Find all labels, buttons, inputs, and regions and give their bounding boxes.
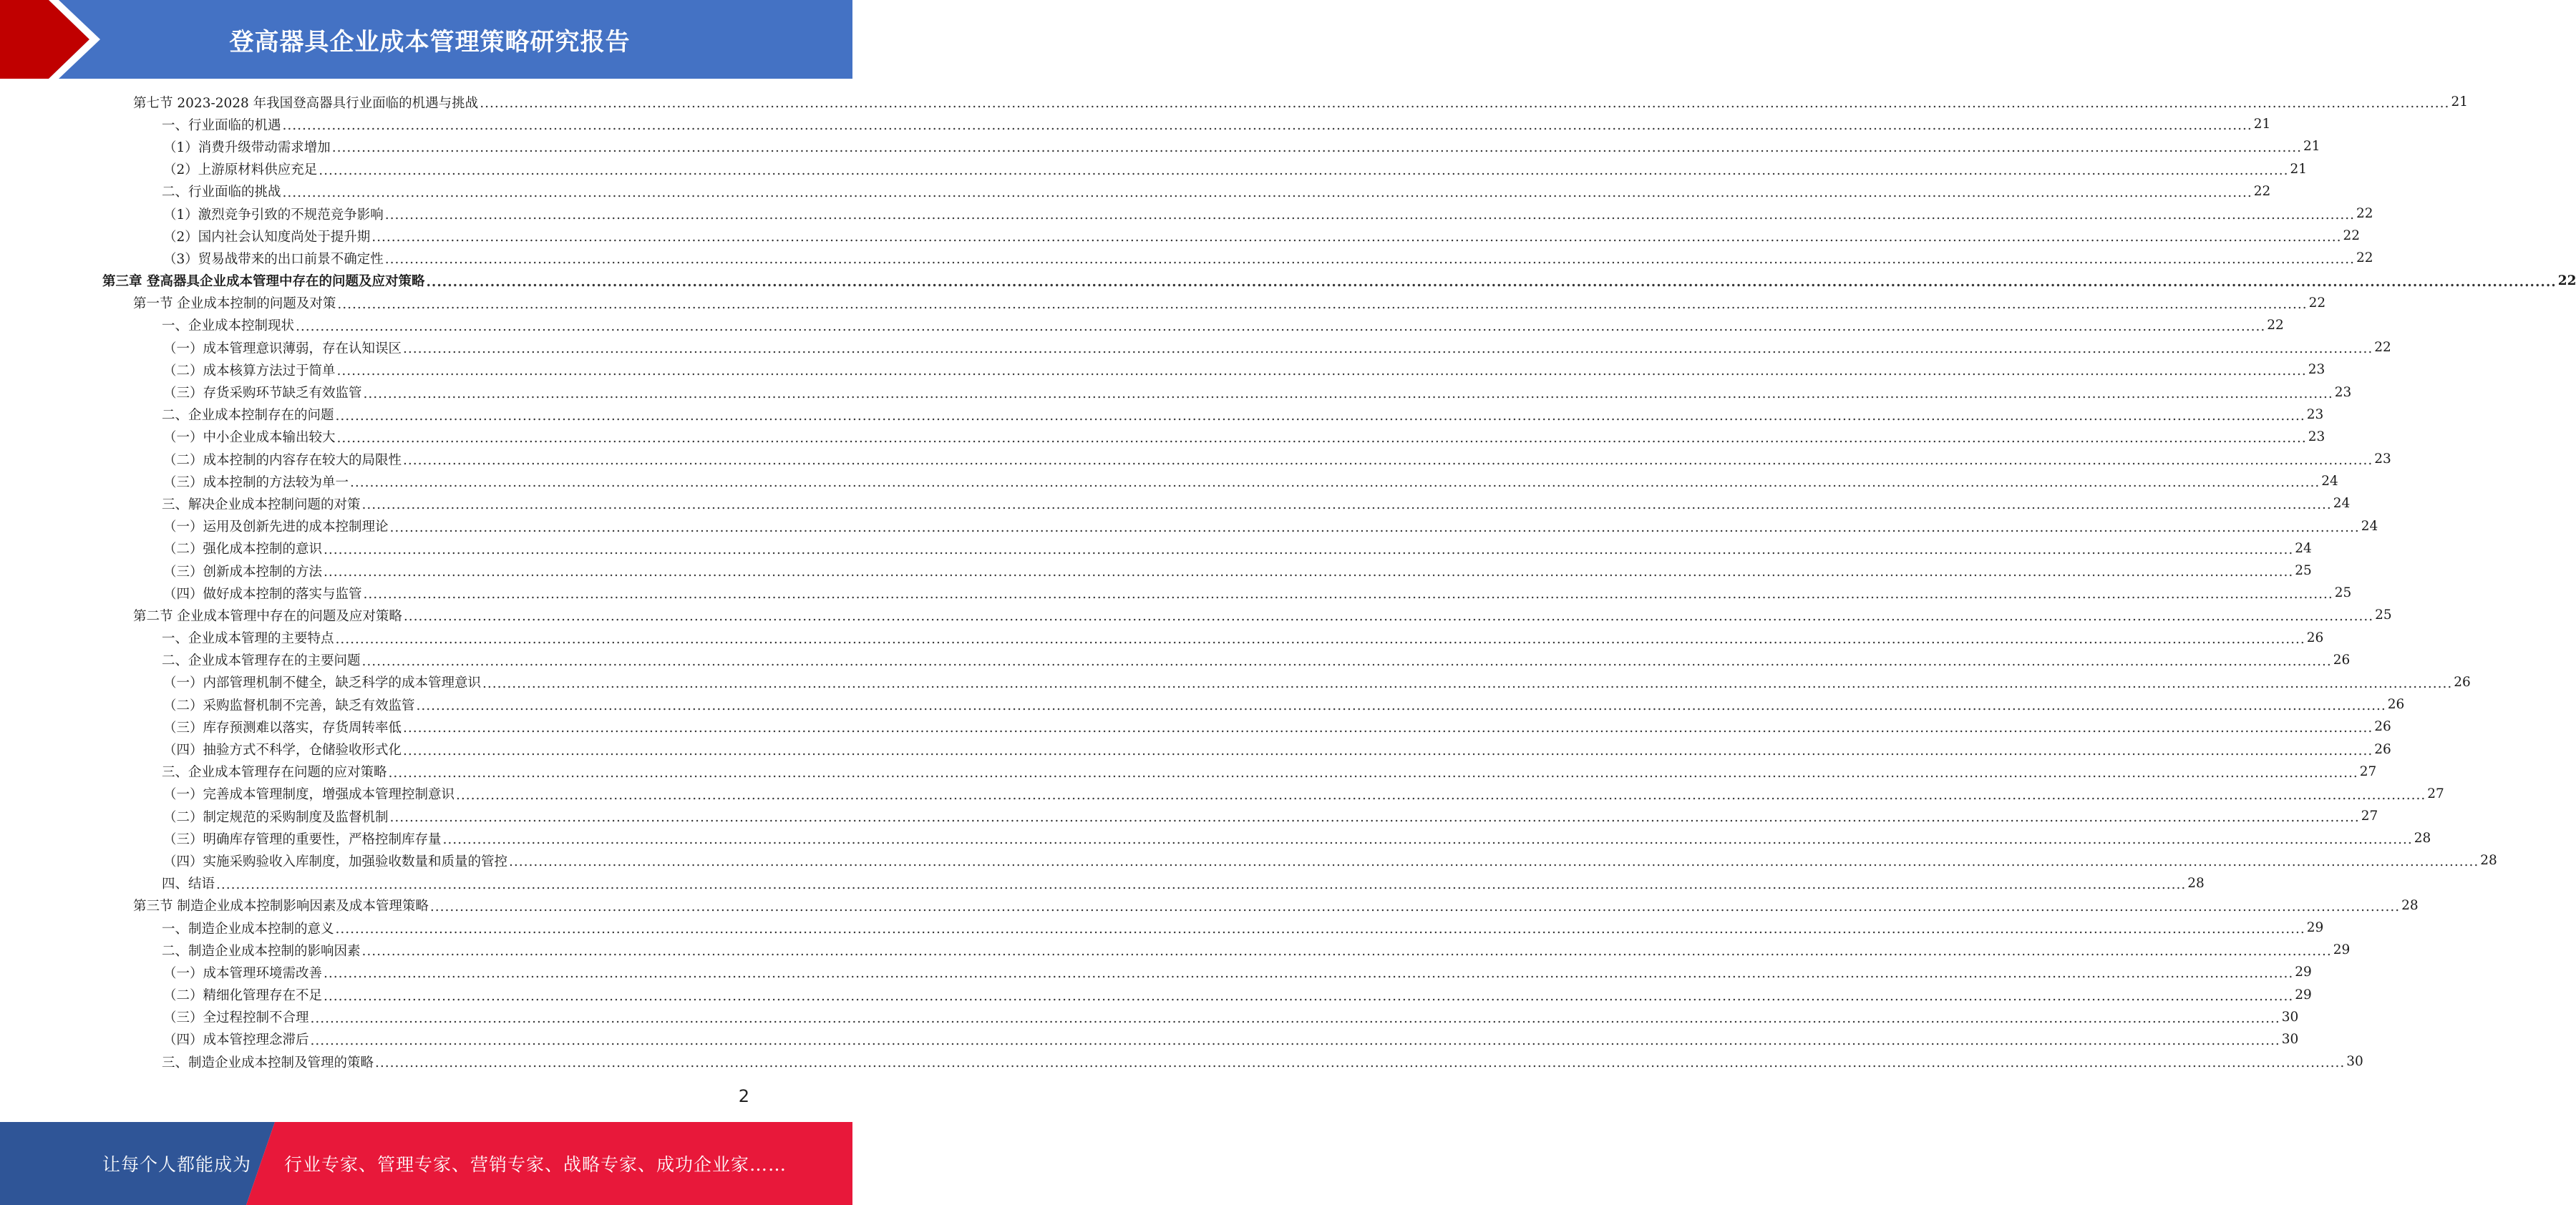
toc-leader-dots: ................................................................................................................................................................................................................................................................................................................................................................................................................ <box>296 318 2266 334</box>
toc-leader-dots: ................................................................................................................................................................................................................................................................................................................................................................................................................ <box>482 675 2453 691</box>
toc-entry[interactable] <box>0 91 2468 113</box>
toc-entry-page: 24 <box>2333 496 2351 512</box>
toc-entry-title: 一、制造企业成本控制的意义 <box>162 921 334 937</box>
toc-leader-dots: ................................................................................................................................................................................................................................................................................................................................................................................................................ <box>335 631 2305 647</box>
toc-entry[interactable] <box>0 693 2405 716</box>
toc-entry-page: 30 <box>2346 1054 2363 1070</box>
toc-entry-title: （一）完善成本管理制度，增强成本管理控制意识 <box>163 787 455 803</box>
toc-entry-page: 22 <box>2308 295 2326 311</box>
toc-leader-dots: ................................................................................................................................................................................................................................................................................................................................................................................................................ <box>403 609 2374 625</box>
toc-entry[interactable] <box>0 783 2444 805</box>
toc-leader-dots: ................................................................................................................................................................................................................................................................................................................................................................................................................ <box>361 653 2332 669</box>
toc-entry-page: 21 <box>2253 117 2271 132</box>
toc-entry[interactable] <box>0 716 2391 738</box>
toc-entry-title: （2）上游原材料供应充足 <box>163 162 318 178</box>
toc-leader-dots: ................................................................................................................................................................................................................................................................................................................................................................................................................ <box>403 721 2373 736</box>
toc-entry[interactable] <box>0 1050 2363 1073</box>
toc-leader-dots: ................................................................................................................................................................................................................................................................................................................................................................................................................ <box>456 787 2426 803</box>
toc-entry-title: （四）做好成本控制的落实与监管 <box>163 586 362 602</box>
toc-entry-page: 21 <box>2290 161 2308 177</box>
toc-entry[interactable] <box>0 358 2325 381</box>
toc-leader-dots: ................................................................................................................................................................................................................................................................................................................................................................................................................ <box>337 296 2308 312</box>
toc-leader-dots: ................................................................................................................................................................................................................................................................................................................................................................................................................ <box>331 140 2303 156</box>
toc-entry[interactable] <box>0 292 2326 314</box>
toc-entry-page: 23 <box>2308 362 2325 378</box>
toc-leader-dots: ................................................................................................................................................................................................................................................................................................................................................................................................................ <box>426 274 2557 290</box>
toc-leader-dots: ................................................................................................................................................................................................................................................................................................................................................................................................................ <box>403 453 2373 469</box>
toc-leader-dots: ................................................................................................................................................................................................................................................................................................................................................................................................................ <box>324 966 2294 982</box>
toc-entry-page: 21 <box>2451 94 2468 110</box>
toc-entry-title: （四）实施采购验收入库制度，加强验收数量和质量的管控 <box>163 854 508 869</box>
toc-leader-dots: ................................................................................................................................................................................................................................................................................................................................................................................................................ <box>216 877 2187 892</box>
toc-entry-title: （3）贸易战带来的出口前景不确定性 <box>163 251 384 267</box>
toc-entry-page: 26 <box>2374 719 2391 735</box>
toc-leader-dots: ................................................................................................................................................................................................................................................................................................................................................................................................................ <box>384 252 2356 268</box>
toc-leader-dots: ................................................................................................................................................................................................................................................................................................................................................................................................................ <box>336 364 2307 379</box>
toc-entry-page: 22 <box>2356 250 2373 266</box>
toc-entry[interactable] <box>0 448 2391 470</box>
toc-entry-title: 三、解决企业成本控制问题的对策 <box>162 497 361 512</box>
toc-entry[interactable] <box>0 404 2324 426</box>
toc-entry[interactable] <box>0 894 2419 917</box>
toc-entry[interactable] <box>0 158 2308 180</box>
toc-leader-dots: ................................................................................................................................................................................................................................................................................................................................................................................................................ <box>335 408 2305 424</box>
toc-entry-page: 25 <box>2334 585 2352 601</box>
toc-entry[interactable] <box>0 761 2377 783</box>
toc-entry[interactable] <box>0 827 2431 849</box>
toc-entry-title: （四）抽验方式不科学，仓储验收形式化 <box>163 743 402 758</box>
toc-entry-page: 28 <box>2401 897 2419 913</box>
toc-entry[interactable] <box>0 1006 2299 1028</box>
toc-entry-page: 27 <box>2427 786 2444 801</box>
toc-entry-page: 26 <box>2454 674 2471 690</box>
toc-leader-dots: ................................................................................................................................................................................................................................................................................................................................................................................................................ <box>324 565 2294 580</box>
toc-leader-dots: ................................................................................................................................................................................................................................................................................................................................................................................................................ <box>442 832 2413 848</box>
toc-entry[interactable] <box>0 582 2352 604</box>
toc-entry[interactable] <box>0 537 2312 560</box>
table-of-contents <box>0 91 2576 1073</box>
toc-entry[interactable] <box>0 270 2576 292</box>
toc-leader-dots: ................................................................................................................................................................................................................................................................................................................................................................................................................ <box>416 698 2386 714</box>
toc-entry[interactable] <box>0 180 2271 203</box>
toc-entry-page: 23 <box>2308 429 2325 444</box>
toc-entry-page: 22 <box>2557 273 2576 288</box>
toc-entry[interactable] <box>0 604 2392 626</box>
toc-entry-title: 二、行业面临的挑战 <box>162 185 281 200</box>
toc-entry[interactable] <box>0 984 2312 1006</box>
toc-entry[interactable] <box>0 627 2324 649</box>
toc-entry-title: 四、结语 <box>162 877 215 892</box>
toc-entry-page: 27 <box>2361 809 2378 824</box>
toc-entry[interactable] <box>0 492 2351 514</box>
toc-entry[interactable] <box>0 961 2312 983</box>
toc-leader-dots: ................................................................................................................................................................................................................................................................................................................................................................................................................ <box>509 854 2479 870</box>
footer-slogan-right: 行业专家、管理专家、营销专家、战略专家、成功企业家…… <box>284 1154 787 1175</box>
toc-leader-dots: ................................................................................................................................................................................................................................................................................................................................................................................................................ <box>361 497 2332 513</box>
toc-leader-dots: ................................................................................................................................................................................................................................................................................................................................................................................................................ <box>480 96 2450 112</box>
toc-entry-page: 21 <box>2303 139 2320 155</box>
toc-leader-dots: ................................................................................................................................................................................................................................................................................................................................................................................................................ <box>363 587 2333 602</box>
toc-entry-title: 二、企业成本管理存在的主要问题 <box>162 653 361 669</box>
toc-entry-title: （一）运用及创新先进的成本控制理论 <box>163 519 389 535</box>
toc-entry-title: （二）制定规范的采购制度及监督机制 <box>163 809 389 825</box>
toc-entry-page: 29 <box>2295 965 2312 980</box>
toc-entry[interactable] <box>0 135 2320 157</box>
toc-entry-title: （一）成本管理意识薄弱，存在认知误区 <box>163 341 402 356</box>
toc-entry-page: 28 <box>2414 831 2431 847</box>
toc-entry[interactable] <box>0 314 2284 336</box>
toc-entry[interactable] <box>0 560 2312 582</box>
toc-entry-page: 26 <box>2387 697 2405 713</box>
toc-entry[interactable] <box>0 225 2361 247</box>
toc-entry-title: 第二节 企业成本管理中存在的问题及应对策略 <box>133 608 402 624</box>
toc-entry-page: 30 <box>2281 1031 2299 1047</box>
toc-entry-title: （1）激烈竞争引致的不规范竞争影响 <box>163 207 384 223</box>
toc-leader-dots: ................................................................................................................................................................................................................................................................................................................................................................................................................ <box>324 542 2294 557</box>
toc-entry-page: 28 <box>2480 853 2497 869</box>
toc-entry-page: 24 <box>2361 518 2378 534</box>
toc-entry-title: （二）强化成本控制的意识 <box>163 542 323 557</box>
toc-leader-dots: ................................................................................................................................................................................................................................................................................................................................................................................................................ <box>384 208 2356 223</box>
toc-entry[interactable] <box>0 649 2351 671</box>
toc-entry-title: 一、企业成本管理的主要特点 <box>162 631 334 647</box>
toc-entry-title: 二、制造企业成本控制的影响因素 <box>162 943 361 959</box>
toc-entry-page: 22 <box>2374 340 2391 356</box>
toc-entry-page: 23 <box>2334 384 2352 400</box>
toc-leader-dots: ................................................................................................................................................................................................................................................................................................................................................................................................................ <box>403 341 2373 357</box>
page-header <box>0 0 852 79</box>
report-title: 登高器具企业成本管理策略研究报告 <box>229 27 631 57</box>
toc-entry-page: 30 <box>2281 1009 2299 1025</box>
toc-entry-page: 29 <box>2306 920 2324 936</box>
toc-entry-page: 23 <box>2306 406 2324 422</box>
toc-entry[interactable] <box>0 381 2352 403</box>
toc-entry-page: 26 <box>2374 741 2391 757</box>
toc-leader-dots: ................................................................................................................................................................................................................................................................................................................................................................................................................ <box>336 430 2307 446</box>
toc-entry-page: 29 <box>2295 987 2312 1002</box>
toc-leader-dots: ................................................................................................................................................................................................................................................................................................................................................................................................................ <box>363 386 2333 401</box>
toc-entry-title: （三）成本控制的方法较为单一 <box>163 474 349 490</box>
toc-leader-dots: ................................................................................................................................................................................................................................................................................................................................................................................................................ <box>319 162 2289 178</box>
toc-entry-page: 24 <box>2321 474 2338 489</box>
toc-entry-page: 23 <box>2374 452 2391 467</box>
toc-entry-title: （三）库存预测难以落实，存货周转率低 <box>163 720 402 736</box>
toc-leader-dots: ................................................................................................................................................................................................................................................................................................................................................................................................................ <box>388 765 2358 781</box>
toc-entry-page: 28 <box>2187 875 2205 891</box>
toc-entry-title: 第三章 登高器具企业成本管理中存在的问题及应对策略 <box>102 274 425 290</box>
toc-entry-title: （1）消费升级带动需求增加 <box>163 140 331 155</box>
toc-entry-page: 22 <box>2356 206 2373 222</box>
toc-leader-dots: ................................................................................................................................................................................................................................................................................................................................................................................................................ <box>389 810 2360 826</box>
toc-entry-page: 24 <box>2295 540 2312 556</box>
toc-entry[interactable] <box>0 336 2391 358</box>
toc-leader-dots: ................................................................................................................................................................................................................................................................................................................................................................................................................ <box>403 743 2373 758</box>
toc-entry-title: （三）明确库存管理的重要性，严格控制库存量 <box>163 831 442 847</box>
toc-entry-title: 一、行业面临的机遇 <box>162 117 281 133</box>
toc-entry-title: （2）国内社会认知度尚处于提升期 <box>163 229 371 245</box>
toc-entry-title: （一）成本管理环境需改善 <box>163 965 323 981</box>
toc-entry[interactable] <box>0 738 2391 760</box>
toc-entry[interactable] <box>0 849 2497 872</box>
toc-entry-title: （三）存货采购环节缺乏有效监管 <box>163 386 362 401</box>
toc-entry[interactable] <box>0 426 2325 448</box>
toc-entry-title: 三、企业成本管理存在问题的应对策略 <box>162 765 387 781</box>
toc-entry-title: 第三节 制造企业成本控制影响因素及成本管理策略 <box>133 899 429 914</box>
toc-leader-dots: ................................................................................................................................................................................................................................................................................................................................................................................................................ <box>310 1033 2280 1048</box>
toc-leader-dots: ................................................................................................................................................................................................................................................................................................................................................................................................................ <box>361 944 2332 960</box>
toc-leader-dots: ................................................................................................................................................................................................................................................................................................................................................................................................................ <box>371 230 2342 245</box>
toc-entry-title: 二、企业成本控制存在的问题 <box>162 408 334 424</box>
toc-entry-title: 第七节 2023-2028 年我国登高器具行业面临的机遇与挑战 <box>133 95 479 111</box>
toc-leader-dots: ................................................................................................................................................................................................................................................................................................................................................................................................................ <box>282 185 2252 200</box>
toc-entry-page: 26 <box>2333 652 2351 668</box>
page-number: 2 <box>738 1086 749 1106</box>
toc-entry[interactable] <box>0 872 2205 894</box>
toc-entry[interactable] <box>0 1028 2299 1050</box>
toc-entry-title: 三、制造企业成本控制及管理的策略 <box>162 1055 374 1070</box>
toc-entry[interactable] <box>0 671 2471 693</box>
toc-entry-title: （一）中小企业成本输出较大 <box>163 430 336 446</box>
toc-entry[interactable] <box>0 805 2378 827</box>
toc-entry-page: 22 <box>2253 183 2271 199</box>
toc-entry[interactable] <box>0 203 2373 225</box>
toc-entry-title: （二）采购监督机制不完善，缺乏有效监管 <box>163 698 415 713</box>
toc-entry-page: 25 <box>2375 608 2392 623</box>
toc-leader-dots: ................................................................................................................................................................................................................................................................................................................................................................................................................ <box>335 922 2305 937</box>
toc-leader-dots: ................................................................................................................................................................................................................................................................................................................................................................................................................ <box>310 1010 2280 1026</box>
toc-leader-dots: ................................................................................................................................................................................................................................................................................................................................................................................................................ <box>350 475 2320 491</box>
toc-entry[interactable] <box>0 917 2324 939</box>
toc-leader-dots: ................................................................................................................................................................................................................................................................................................................................................................................................................ <box>324 988 2294 1004</box>
toc-entry-page: 27 <box>2359 764 2377 779</box>
toc-leader-dots: ................................................................................................................................................................................................................................................................................................................................................................................................................ <box>282 118 2252 134</box>
toc-entry-page: 22 <box>2267 317 2284 333</box>
toc-entry-title: （一）内部管理机制不健全，缺乏科学的成本管理意识 <box>163 675 482 691</box>
toc-leader-dots: ................................................................................................................................................................................................................................................................................................................................................................................................................ <box>375 1055 2346 1071</box>
toc-entry[interactable] <box>0 113 2271 135</box>
toc-entry-title: 第一节 企业成本控制的问题及对策 <box>133 296 336 312</box>
toc-entry-title: （二）成本控制的内容存在较大的局限性 <box>163 452 402 468</box>
toc-entry-page: 22 <box>2343 228 2361 244</box>
toc-entry[interactable] <box>0 939 2351 961</box>
toc-entry[interactable] <box>0 470 2338 492</box>
page-footer <box>0 1122 852 1205</box>
toc-entry[interactable] <box>0 515 2378 537</box>
toc-entry-page: 29 <box>2333 942 2351 958</box>
toc-entry-title: （三）全过程控制不合理 <box>163 1010 309 1026</box>
toc-entry-page: 25 <box>2295 563 2312 579</box>
toc-entry-title: 一、企业成本控制现状 <box>162 318 295 334</box>
toc-entry-title: （四）成本管控理念滞后 <box>163 1033 309 1048</box>
toc-entry-page: 26 <box>2306 630 2324 645</box>
toc-leader-dots: ................................................................................................................................................................................................................................................................................................................................................................................................................ <box>389 519 2360 535</box>
footer-slogan-left: 让每个人都能成为 <box>102 1154 252 1175</box>
toc-entry[interactable] <box>0 247 2373 269</box>
toc-entry-title: （二）成本核算方法过于简单 <box>163 363 336 379</box>
toc-entry-title: （三）创新成本控制的方法 <box>163 564 323 580</box>
toc-leader-dots: ................................................................................................................................................................................................................................................................................................................................................................................................................ <box>429 899 2401 914</box>
toc-entry-title: （二）精细化管理存在不足 <box>163 988 323 1004</box>
